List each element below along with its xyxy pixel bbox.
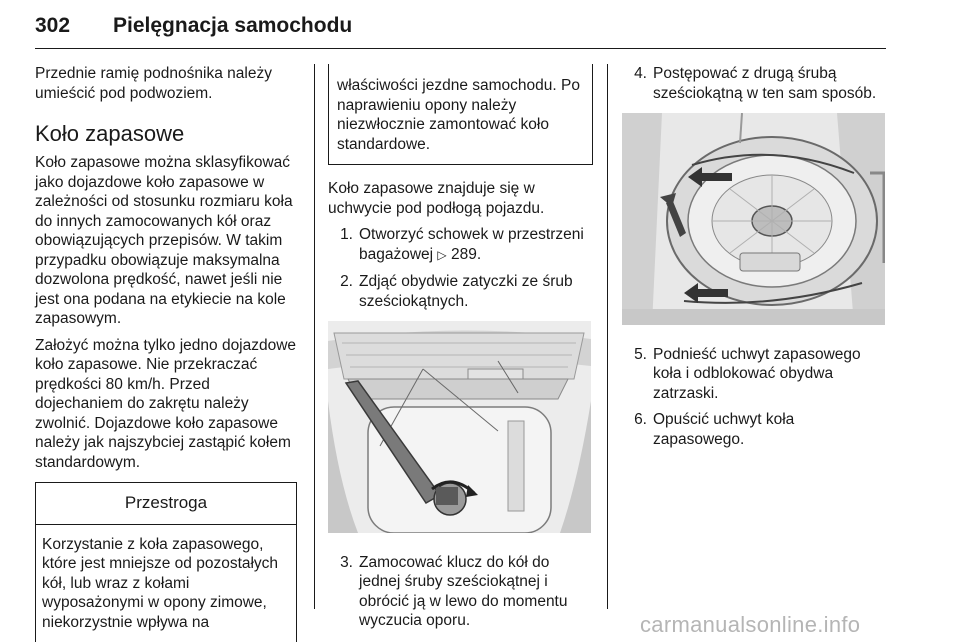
spare-wheel-illustration [622, 113, 887, 331]
steps-list [622, 345, 887, 450]
column-divider [607, 64, 608, 609]
step-number: 5. [634, 345, 647, 363]
spare-location-paragraph: Koło zapasowe znajduje się w uchwycie pod podłogą pojazdu. [328, 180, 545, 217]
step-item [328, 553, 593, 631]
column-2 [328, 64, 593, 638]
step-text: Opuścić uchwyt koła zapasowego. [653, 411, 795, 448]
spare-wheel-paragraph: Koło zapasowe można sklasyfikować jako dojazdowe koło zapasowe w zależności od stosunku rozmiaru koła do innych zamocowanych kół oraz obowiązujących przepisów. W takim przypadku obowiązuje maksymalna dozwolona prędkość, nawet jeśli nie jest ona podana na etykiecie na kole zapasowym. [35, 154, 293, 327]
step-text: Otworzyć schowek w przestrzeni bagażowej [359, 226, 584, 263]
step-item [622, 410, 887, 449]
step-text: Zdjąć obydwie zatyczki ze śrub sześciokątnych. [359, 273, 573, 310]
steps-list [328, 225, 593, 311]
caution-text-continued: właściwości jezdne samochodu. Po naprawieniu opony należy niezwłocznie zamontować koło standardowe. [337, 77, 580, 153]
step-number: 2. [340, 273, 353, 290]
intro-paragraph: Przednie ramię podnośnika należy umieścić pod podwoziem. [35, 65, 272, 102]
column-3 [622, 64, 887, 456]
caution-title: Przestroga [36, 483, 296, 525]
caution-box [35, 482, 297, 642]
step-item [328, 272, 593, 311]
watermark: carmanualsonline.info [640, 612, 861, 637]
step-item [622, 345, 887, 404]
step-number: 6. [634, 411, 647, 428]
caution-text: Korzystanie z koła zapasowego, które jest mniejsze od pozostałych kół, lub wraz z kołami wyposażonymi w opony zimowe, niekorzystnie wpływa na [42, 535, 279, 631]
page-number: 302 [35, 14, 71, 37]
caution-box-continued [328, 64, 593, 165]
step-number: 4. [634, 65, 647, 82]
step-text: Postępować z drugą śrubą sześciokątną w ten sam sposób. [653, 65, 877, 102]
column-divider [314, 64, 315, 609]
page-reference: 289. [450, 245, 482, 263]
wrench-illustration [328, 321, 593, 539]
step-text: Podnieść uchwyt zapasowego koła i odblokować obydwa zatrzaski. [653, 345, 861, 402]
step-item [328, 225, 593, 265]
column-1 [35, 64, 297, 642]
step-item [622, 64, 887, 103]
step-number: 3. [340, 553, 353, 571]
step-text: Zamocować klucz do kół do jednej śruby sześciokątnej i obrócić ją w lewo do momentu wyczucia oporu. [359, 553, 568, 629]
page-reference-icon: ▷ [437, 247, 447, 262]
step-number: 1. [340, 226, 353, 243]
steps-list [622, 64, 887, 103]
temporary-spare-paragraph: Założyć można tylko jedno dojazdowe koło zapasowe. Nie przekraczać prędkości 80 km/h. Przed dojechaniem do zakrętu należy zwolnić. Dojazdowe koło zapasowe należy jak najszybciej zastąpić kołem standardowym. [35, 336, 297, 471]
chapter-title: Pielęgnacja samochodu [113, 14, 353, 37]
page-header [35, 10, 886, 49]
section-heading: Koło zapasowe [35, 121, 185, 146]
steps-list [328, 553, 593, 631]
